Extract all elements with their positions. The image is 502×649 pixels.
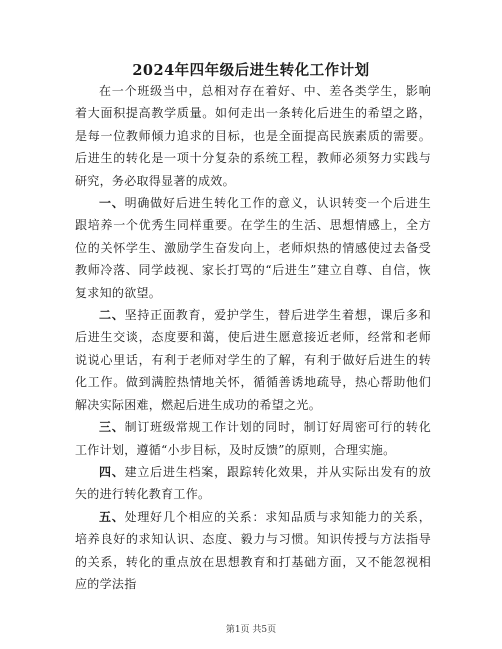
document-body <box>75 80 431 595</box>
paragraph-text: 制订班级常规工作计划的同时，制订好周密可行的转化工作计划，遵循“小步目标，及时反馈”的原则，合理实施。 <box>75 420 431 457</box>
paragraph-text: 建立后进生档案，跟踪转化效果，并从实际出发有的放矢的进行转化教育工作。 <box>75 464 431 502</box>
paragraph-lead: 一、 <box>99 196 125 211</box>
paragraph-text: 明确做好后进生转化工作的意义，认识转变一个后进生跟培养一个优秀生同样重要。在学生的生活、思想情感上，全方位的关怀学生、激励学生奋发向上，老师炽热的情感使过去备受教师冷落、同学歧视、家长打骂的“后进生”建立自尊、自信，恢复求知的欲望。 <box>75 196 431 300</box>
paragraph-lead: 五、 <box>99 509 125 524</box>
paragraph-lead: 三、 <box>99 420 125 435</box>
paragraph-text: 处理好几个相应的关系：求知品质与求知能力的关系，培养良好的求知认识、态度、毅力与习惯。知识传授与方法指导的关系，转化的重点放在思想教育和打基础方面，又不能忽视相应的学法指 <box>75 509 431 591</box>
paragraph-item-5 <box>75 506 431 596</box>
paragraph-item-4 <box>75 461 431 506</box>
document-title: 2024年四年级后进生转化工作计划 <box>132 62 370 79</box>
paragraph-item-3 <box>75 416 431 461</box>
paragraph-text: 坚持正面教育，爱护学生，替后进学生着想，课后多和后进生交谈，态度要和蔼，使后进生愿意接近老师，经常和老师说说心里话，有利于老师对学生的了解，有利于做好后进生的转化工作。做到满腔热情地关怀，循循善诱地疏导，热心帮助他们解决实际困难，燃起后进生成功的希望之光。 <box>75 308 431 412</box>
paragraph-text: 在一个班级当中，总相对存在着好、中、差各类学生，影响着大面积提高教学质量。如何走出一条转化后进生的希望之路，是每一位教师倾力追求的目标，也是全面提高民族素质的需要。后进生的转化是一项十分复杂的系统工程，教师必须努力实践与研究，务必取得显著的成效。 <box>75 84 431 188</box>
paragraph-lead: 二、 <box>99 308 125 323</box>
page-number-footer: 第1页 共5页 <box>225 625 277 635</box>
paragraph-item-1 <box>75 192 431 304</box>
paragraph-intro <box>75 80 431 192</box>
paragraph-item-2 <box>75 304 431 416</box>
paragraph-lead: 四、 <box>99 464 125 479</box>
